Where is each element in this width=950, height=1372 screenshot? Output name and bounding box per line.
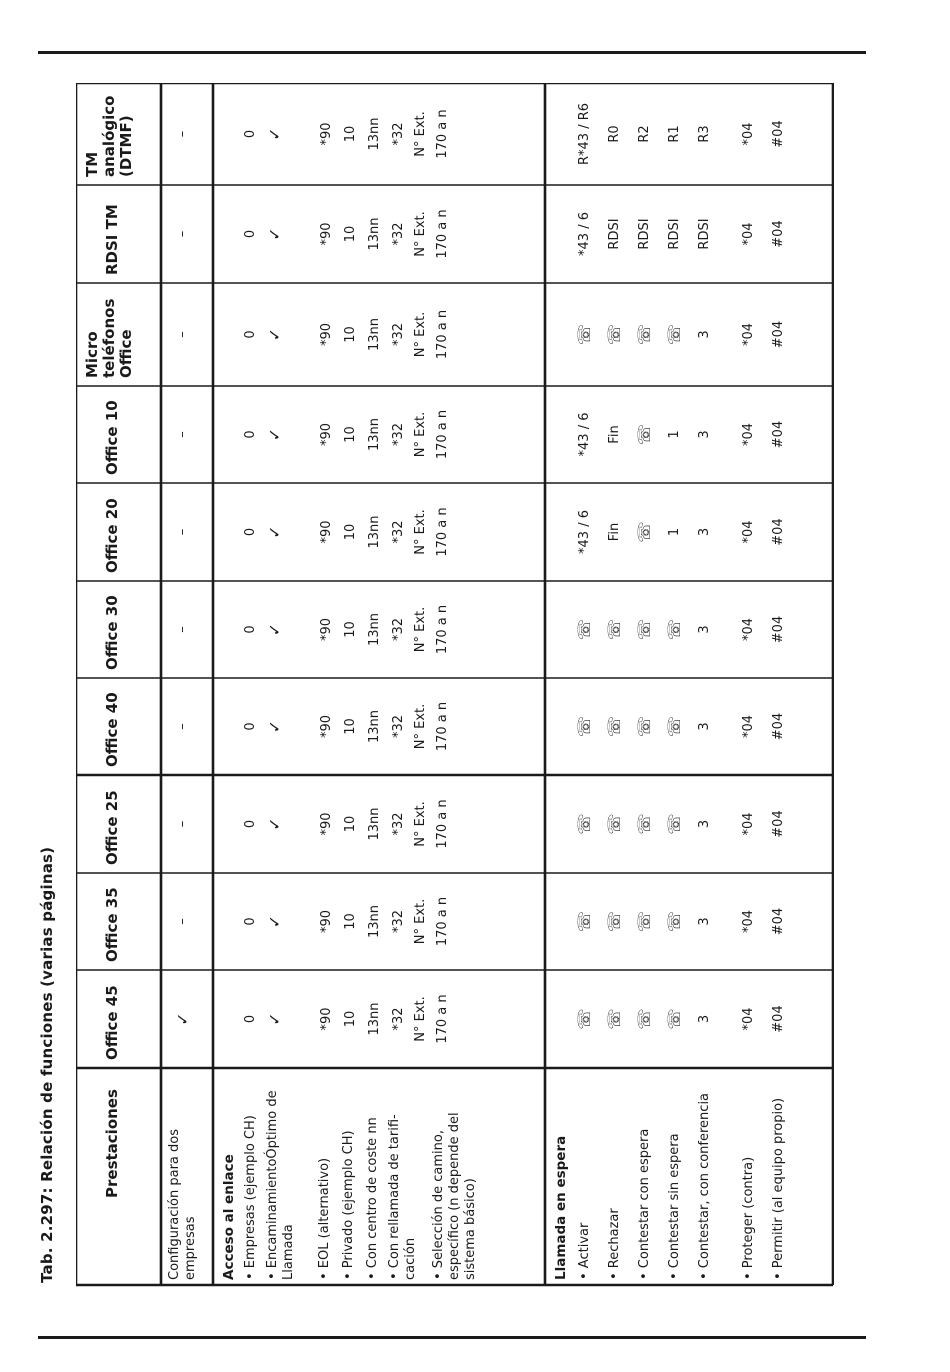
acceso-value: 13nn bbox=[367, 612, 382, 647]
acceso-value: ✓ bbox=[265, 427, 284, 442]
handset-press-icon: ☏ bbox=[575, 813, 595, 835]
config-value: – bbox=[175, 230, 190, 238]
acceso-value: ✓ bbox=[265, 1012, 284, 1026]
acceso-value: *32 bbox=[391, 322, 406, 347]
config-value: ✓ bbox=[173, 1012, 192, 1026]
handset-press-icon: ☏ bbox=[605, 323, 625, 346]
handset-press-icon: ☏ bbox=[605, 715, 625, 738]
handset-press-icon: ☏ bbox=[635, 1008, 655, 1030]
espera-value: *04 bbox=[741, 520, 756, 544]
acceso-value: 10 bbox=[343, 718, 358, 735]
espera-value: #04 bbox=[771, 120, 786, 148]
espera-value: 3 bbox=[697, 430, 712, 439]
espera-value: 1 bbox=[667, 527, 682, 537]
acceso-value: 13nn bbox=[367, 904, 382, 939]
header-system: Office 10 bbox=[103, 400, 121, 475]
acceso-value: 0 bbox=[243, 330, 258, 339]
acceso-value: *32 bbox=[391, 222, 406, 246]
acceso-value: N° Ext. bbox=[413, 111, 428, 157]
config-value: – bbox=[175, 431, 190, 438]
acceso-value: 0 bbox=[243, 229, 258, 239]
espera-value: R3 bbox=[697, 125, 712, 143]
handset-press-icon: ☏ bbox=[635, 618, 655, 641]
acceso-value: 10 bbox=[343, 815, 358, 833]
handset-press-icon: ☏ bbox=[605, 910, 625, 933]
acceso-value: 0 bbox=[243, 1014, 258, 1024]
handset-press-icon: ☏ bbox=[665, 910, 685, 933]
acceso-value: *90 bbox=[319, 422, 334, 447]
espera-value: 3 bbox=[697, 625, 712, 634]
acceso-item: • EncaminamientoÓptimo de Llamada bbox=[265, 1090, 296, 1280]
acceso-value: *90 bbox=[319, 812, 334, 836]
acceso-value: *90 bbox=[319, 520, 334, 544]
espera-value: R0 bbox=[607, 125, 622, 143]
espera-item: • Activar bbox=[577, 1222, 592, 1280]
acceso-value: *90 bbox=[319, 122, 334, 146]
acceso-value: N° Ext. bbox=[413, 606, 428, 653]
acceso-value: *32 bbox=[391, 714, 406, 739]
acceso-value: N° Ext. bbox=[413, 703, 428, 750]
acceso-value: N° Ext. bbox=[413, 411, 428, 458]
header-system: Office 25 bbox=[103, 790, 121, 865]
handset-press-icon: ☏ bbox=[575, 910, 595, 933]
espera-value: *04 bbox=[741, 812, 756, 836]
acceso-value: ✓ bbox=[265, 127, 284, 141]
config-value: – bbox=[175, 918, 190, 925]
bottom-rule bbox=[38, 1336, 866, 1339]
acceso-value: ✓ bbox=[265, 914, 284, 929]
feature-grid bbox=[76, 83, 834, 1289]
acceso-value: 0 bbox=[243, 430, 258, 439]
acceso-value: 13nn bbox=[367, 117, 382, 151]
espera-value: *04 bbox=[741, 909, 756, 934]
acceso-item: • EOL (alternativo) bbox=[317, 1157, 332, 1280]
acceso-value: *32 bbox=[391, 1007, 406, 1031]
acceso-value: 170 a n bbox=[435, 409, 450, 460]
acceso-value: *32 bbox=[391, 909, 406, 934]
acceso-value: *90 bbox=[319, 909, 334, 934]
handset-press-icon: ☏ bbox=[665, 323, 685, 346]
acceso-value: *32 bbox=[391, 812, 406, 836]
acceso-value: *90 bbox=[319, 222, 334, 246]
handset-press-icon: ☏ bbox=[665, 1008, 685, 1030]
espera-value: 3 bbox=[697, 819, 712, 829]
handset-press-icon: ☏ bbox=[665, 618, 685, 641]
espera-value: *43 / 6 bbox=[577, 412, 592, 457]
espera-value: #04 bbox=[771, 320, 786, 349]
acceso-value: 10 bbox=[343, 125, 358, 143]
acceso-item: • Selección de camino, específico (n depende del sistema básico) bbox=[431, 1112, 478, 1280]
handset-press-icon: ☏ bbox=[575, 618, 595, 641]
handset-press-icon: ☏ bbox=[635, 715, 655, 738]
handset-press-icon: ☏ bbox=[575, 323, 595, 346]
acceso-value: 170 a n bbox=[435, 209, 450, 259]
rotated-page-content bbox=[38, 83, 796, 1289]
header-system: Office 20 bbox=[103, 498, 121, 573]
acceso-value: 13nn bbox=[367, 515, 382, 549]
config-value: – bbox=[175, 130, 190, 138]
handset-press-icon: ☏ bbox=[635, 910, 655, 933]
espera-value: *04 bbox=[741, 122, 756, 146]
espera-value: *04 bbox=[741, 617, 756, 642]
acceso-value: ✓ bbox=[265, 719, 284, 734]
handset-press-icon: ☏ bbox=[575, 715, 595, 738]
config-value: – bbox=[175, 820, 190, 828]
acceso-value: ✓ bbox=[265, 525, 284, 539]
acceso-value: 10 bbox=[343, 225, 358, 243]
espera-value: *04 bbox=[741, 422, 756, 447]
handset-press-icon: ☏ bbox=[605, 813, 625, 835]
handset-press-icon: ☏ bbox=[635, 521, 655, 543]
handset-press-icon: ☏ bbox=[665, 813, 685, 835]
acceso-value: ✓ bbox=[265, 227, 284, 241]
header-system: Office 45 bbox=[103, 985, 121, 1060]
acceso-value: 0 bbox=[243, 917, 258, 926]
config-value: – bbox=[175, 723, 190, 730]
handset-press-icon: ☏ bbox=[605, 618, 625, 641]
acceso-value: 0 bbox=[243, 625, 258, 634]
espera-value: RDSI bbox=[607, 218, 622, 250]
config-label: Configuración para dos empresas bbox=[167, 1129, 198, 1280]
acceso-value: N° Ext. bbox=[413, 996, 428, 1042]
acceso-value: 170 a n bbox=[435, 896, 450, 947]
espera-value: *43 / 6 bbox=[577, 510, 592, 554]
acceso-value: 10 bbox=[343, 326, 358, 343]
espera-value: R2 bbox=[637, 125, 652, 143]
espera-value: 3 bbox=[697, 917, 712, 926]
top-rule bbox=[38, 51, 866, 54]
espera-value: R*43 / R6 bbox=[577, 102, 592, 166]
acceso-value: *32 bbox=[391, 122, 406, 146]
espera-value: #04 bbox=[771, 220, 786, 248]
acceso-value: N° Ext. bbox=[413, 211, 428, 257]
acceso-value: 10 bbox=[343, 913, 358, 930]
espera-item: • Rechazar bbox=[607, 1208, 622, 1280]
acceso-value: 0 bbox=[243, 722, 258, 731]
acceso-value: 170 a n bbox=[435, 701, 450, 752]
espera-value: R1 bbox=[667, 125, 682, 143]
acceso-value: *32 bbox=[391, 520, 406, 544]
acceso-value: ✓ bbox=[265, 327, 284, 342]
acceso-value: 10 bbox=[343, 426, 358, 443]
header-system: RDSI TM bbox=[103, 204, 121, 275]
acceso-item: • Privado (ejemplo CH) bbox=[341, 1130, 356, 1280]
espera-item: • Contestar sin espera bbox=[667, 1133, 682, 1280]
acceso-value: 13nn bbox=[367, 217, 382, 251]
acceso-value: 170 a n bbox=[435, 109, 450, 159]
acceso-value: ✓ bbox=[265, 622, 284, 637]
acceso-value: N° Ext. bbox=[413, 509, 428, 555]
acceso-item: • Con centro de coste nn bbox=[365, 1117, 380, 1280]
espera-value: RDSI bbox=[697, 218, 712, 250]
espera-item: • Permitir (al equipo propio) bbox=[771, 1097, 786, 1280]
acceso-value: 170 a n bbox=[435, 604, 450, 655]
handset-press-icon: ☏ bbox=[635, 813, 655, 835]
section-espera: Llamada en espera bbox=[553, 1135, 569, 1280]
espera-value: *43 / 6 bbox=[577, 212, 592, 256]
acceso-value: 10 bbox=[343, 1010, 358, 1028]
acceso-value: N° Ext. bbox=[413, 311, 428, 358]
header-system: Office 30 bbox=[103, 595, 121, 670]
espera-value: #04 bbox=[771, 810, 786, 838]
config-value: – bbox=[175, 626, 190, 633]
table-caption: Tab. 2.297: Relación de funciones (varias páginas) bbox=[38, 846, 56, 1283]
acceso-value: 0 bbox=[243, 819, 258, 829]
acceso-value: 170 a n bbox=[435, 994, 450, 1044]
section-acceso: Acceso al enlace bbox=[221, 1154, 237, 1280]
header-system: Micro teléfonos Office bbox=[83, 298, 135, 378]
acceso-value: N° Ext. bbox=[413, 898, 428, 945]
espera-item: • Contestar con espera bbox=[637, 1128, 652, 1280]
espera-value: #04 bbox=[771, 907, 786, 936]
acceso-value: N° Ext. bbox=[413, 801, 428, 847]
espera-value: Fin bbox=[607, 522, 622, 542]
acceso-value: 170 a n bbox=[435, 799, 450, 849]
config-value: – bbox=[175, 331, 190, 338]
acceso-value: *90 bbox=[319, 617, 334, 642]
header-system: TM analógico (DTMF) bbox=[83, 95, 135, 177]
espera-value: Fin bbox=[607, 425, 622, 444]
acceso-value: 0 bbox=[243, 129, 258, 139]
acceso-value: 13nn bbox=[367, 417, 382, 452]
espera-value: *04 bbox=[741, 322, 756, 347]
acceso-value: 10 bbox=[343, 523, 358, 541]
acceso-value: ✓ bbox=[265, 817, 284, 831]
espera-value: #04 bbox=[771, 1005, 786, 1033]
espera-value: #04 bbox=[771, 712, 786, 741]
acceso-value: *32 bbox=[391, 617, 406, 642]
handset-press-icon: ☏ bbox=[575, 1008, 595, 1030]
header-system: Office 35 bbox=[103, 887, 121, 962]
acceso-value: 170 a n bbox=[435, 507, 450, 557]
acceso-value: 0 bbox=[243, 527, 258, 537]
acceso-item: • Empresas (ejemplo CH) bbox=[243, 1115, 258, 1280]
espera-value: #04 bbox=[771, 615, 786, 644]
espera-item: • Proteger (contra) bbox=[741, 1156, 756, 1280]
header-features: Prestaciones bbox=[103, 1089, 121, 1198]
acceso-value: 170 a n bbox=[435, 309, 450, 360]
espera-value: RDSI bbox=[667, 218, 682, 250]
espera-value: *04 bbox=[741, 714, 756, 739]
acceso-value: *90 bbox=[319, 1007, 334, 1031]
acceso-value: *32 bbox=[391, 422, 406, 447]
handset-press-icon: ☏ bbox=[665, 715, 685, 738]
acceso-value: 13nn bbox=[367, 317, 382, 352]
espera-value: 3 bbox=[697, 722, 712, 731]
espera-item: • Contestar, con conferencia bbox=[697, 1092, 712, 1280]
handset-press-icon: ☏ bbox=[635, 423, 655, 446]
espera-value: 3 bbox=[697, 527, 712, 537]
config-value: – bbox=[175, 528, 190, 536]
espera-value: #04 bbox=[771, 518, 786, 546]
acceso-value: *90 bbox=[319, 714, 334, 739]
acceso-value: 13nn bbox=[367, 709, 382, 744]
espera-value: 1 bbox=[667, 430, 682, 439]
acceso-value: 10 bbox=[343, 621, 358, 638]
acceso-value: 13nn bbox=[367, 807, 382, 841]
espera-value: #04 bbox=[771, 420, 786, 449]
espera-value: 3 bbox=[697, 330, 712, 339]
espera-value: 3 bbox=[697, 1014, 712, 1024]
espera-value: *04 bbox=[741, 1007, 756, 1031]
header-system: Office 40 bbox=[103, 692, 121, 767]
handset-press-icon: ☏ bbox=[605, 1008, 625, 1030]
espera-value: *04 bbox=[741, 222, 756, 246]
espera-value: RDSI bbox=[637, 218, 652, 250]
handset-press-icon: ☏ bbox=[635, 323, 655, 346]
acceso-item: • Con rellamada de tarifi- cación bbox=[387, 1114, 418, 1280]
acceso-value: 13nn bbox=[367, 1002, 382, 1036]
acceso-value: *90 bbox=[319, 322, 334, 347]
